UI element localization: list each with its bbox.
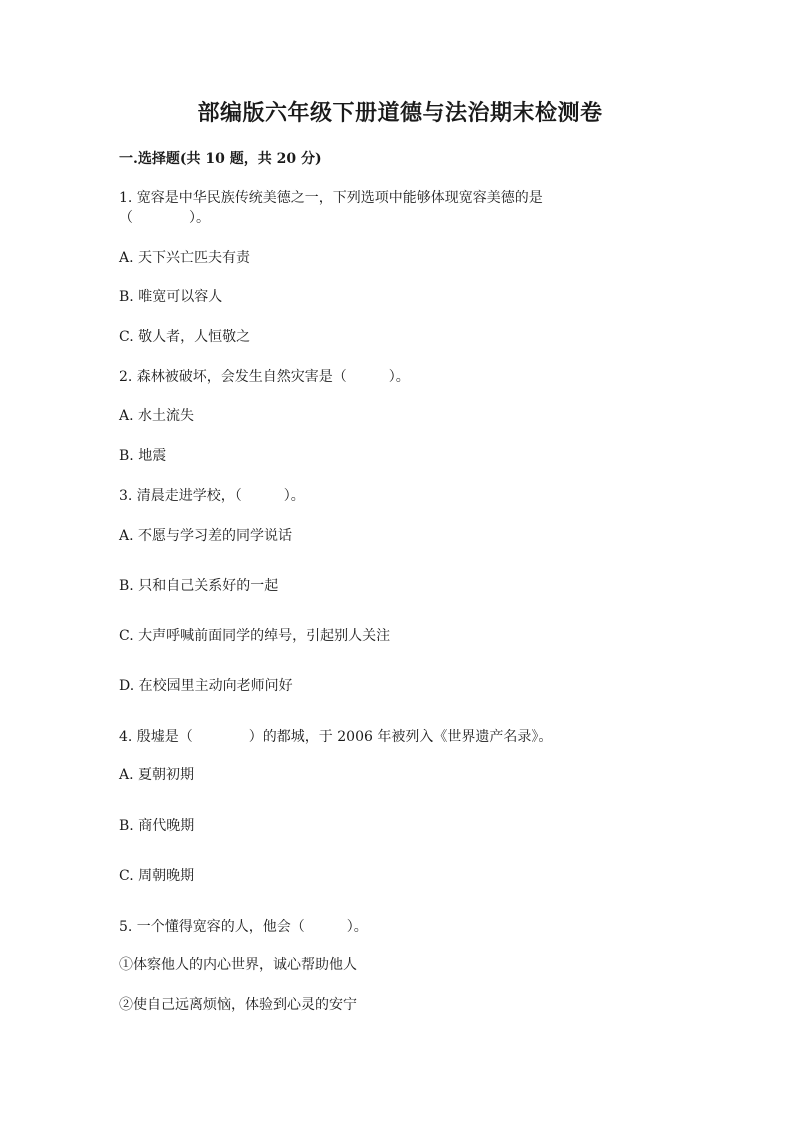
question-1-option-b: B. 唯宽可以容人 (119, 289, 223, 305)
question-1-blank: （ ）。 (119, 210, 210, 226)
question-4-option-b: B. 商代晚期 (119, 818, 195, 834)
question-4-stem: 4. 殷墟是（ ）的都城，于 2006 年被列入《世界遗产名录》。 (119, 729, 553, 745)
question-3-option-a: A. 不愿与学习差的同学说话 (119, 528, 293, 544)
question-5-statement-2: ②使自己远离烦恼，体验到心灵的安宁 (119, 997, 357, 1013)
page-title: 部编版六年级下册道德与法治期末检测卷 (197, 100, 603, 126)
question-4-option-c: C. 周朝晚期 (119, 868, 195, 884)
question-5-statement-1: ①体察他人的内心世界，诚心帮助他人 (119, 957, 357, 973)
question-3-stem: 3. 清晨走进学校，（ ）。 (119, 488, 305, 504)
question-2-stem: 2. 森林被破坏，会发生自然灾害是（ ）。 (119, 369, 410, 385)
question-2-option-a: A. 水土流失 (119, 408, 195, 424)
question-3-option-b: B. 只和自己关系好的一起 (119, 578, 279, 594)
question-1-stem: 1. 宽容是中华民族传统美德之一，下列选项中能够体现宽容美德的是 (119, 190, 543, 206)
question-3-option-d: D. 在校园里主动向老师问好 (119, 678, 293, 694)
question-4-option-a: A. 夏朝初期 (119, 767, 195, 783)
question-1-option-c: C. 敬人者，人恒敬之 (119, 329, 251, 345)
question-5-stem: 5. 一个懂得宽容的人，他会（ ）。 (119, 919, 368, 935)
question-3-option-c: C. 大声呼喊前面同学的绰号，引起别人关注 (119, 628, 391, 644)
section-heading: 一.选择题(共 10 题，共 20 分) (119, 151, 322, 167)
question-2-option-b: B. 地震 (119, 448, 167, 464)
question-1-option-a: A. 天下兴亡匹夫有责 (119, 250, 251, 266)
